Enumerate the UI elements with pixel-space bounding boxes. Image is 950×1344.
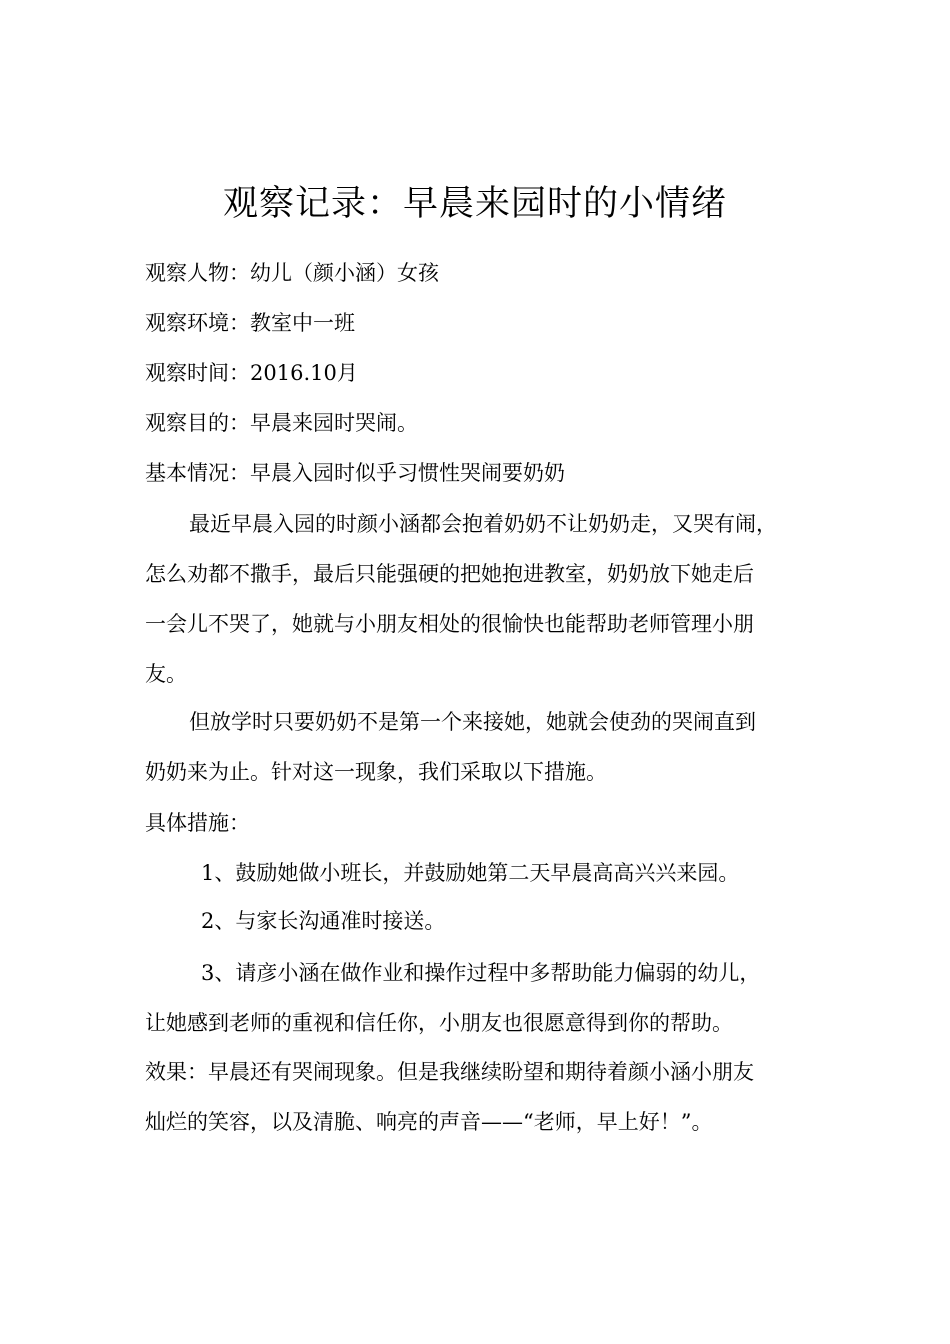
document-title: 观察记录：早晨来园时的小情绪 [222, 184, 727, 224]
paragraph-line: 一会儿不哭了，她就与小朋友相处的很愉快也能帮助老师管理小朋 [145, 612, 754, 636]
measure-item-2: 2、与家长沟通准时接送。 [201, 909, 446, 933]
basic-situation-line: 基本情况：早晨入园时似乎习惯性哭闹要奶奶 [145, 461, 565, 485]
measures-heading: 具体措施： [145, 811, 250, 835]
observed-person-line: 观察人物：幼儿（颜小涵）女孩 [145, 261, 439, 285]
paragraph-line: 最近早晨入园的时颜小涵都会抱着奶奶不让奶奶走，又哭有闹， [189, 512, 777, 536]
paragraph-line: 但放学时只要奶奶不是第一个来接她，她就会使劲的哭闹直到 [189, 710, 756, 734]
effect-line: 效果：早晨还有哭闹现象。但是我继续盼望和期待着颜小涵小朋友 [145, 1060, 754, 1084]
measure-item-3: 3、请彦小涵在做作业和操作过程中多帮助能力偏弱的幼儿， [201, 961, 761, 985]
effect-line-continuation: 灿烂的笑容，以及清脆、响亮的声音——“老师，早上好！”。 [145, 1110, 713, 1134]
observation-purpose-line: 观察目的：早晨来园时哭闹。 [145, 411, 418, 435]
paragraph-line: 友。 [145, 662, 187, 686]
observation-environment-line: 观察环境：教室中一班 [145, 311, 355, 335]
observation-time-line: 观察时间：2016.10月 [145, 361, 358, 385]
measure-item-3-continuation: 让她感到老师的重视和信任你，小朋友也很愿意得到你的帮助。 [145, 1011, 733, 1035]
paragraph-line: 奶奶来为止。针对这一现象，我们采取以下措施。 [145, 760, 607, 784]
paragraph-line: 怎么劝都不撒手，最后只能强硬的把她抱进教室，奶奶放下她走后 [145, 562, 754, 586]
measure-item-1: 1、鼓励她做小班长，并鼓励她第二天早晨高高兴兴来园。 [201, 861, 740, 885]
